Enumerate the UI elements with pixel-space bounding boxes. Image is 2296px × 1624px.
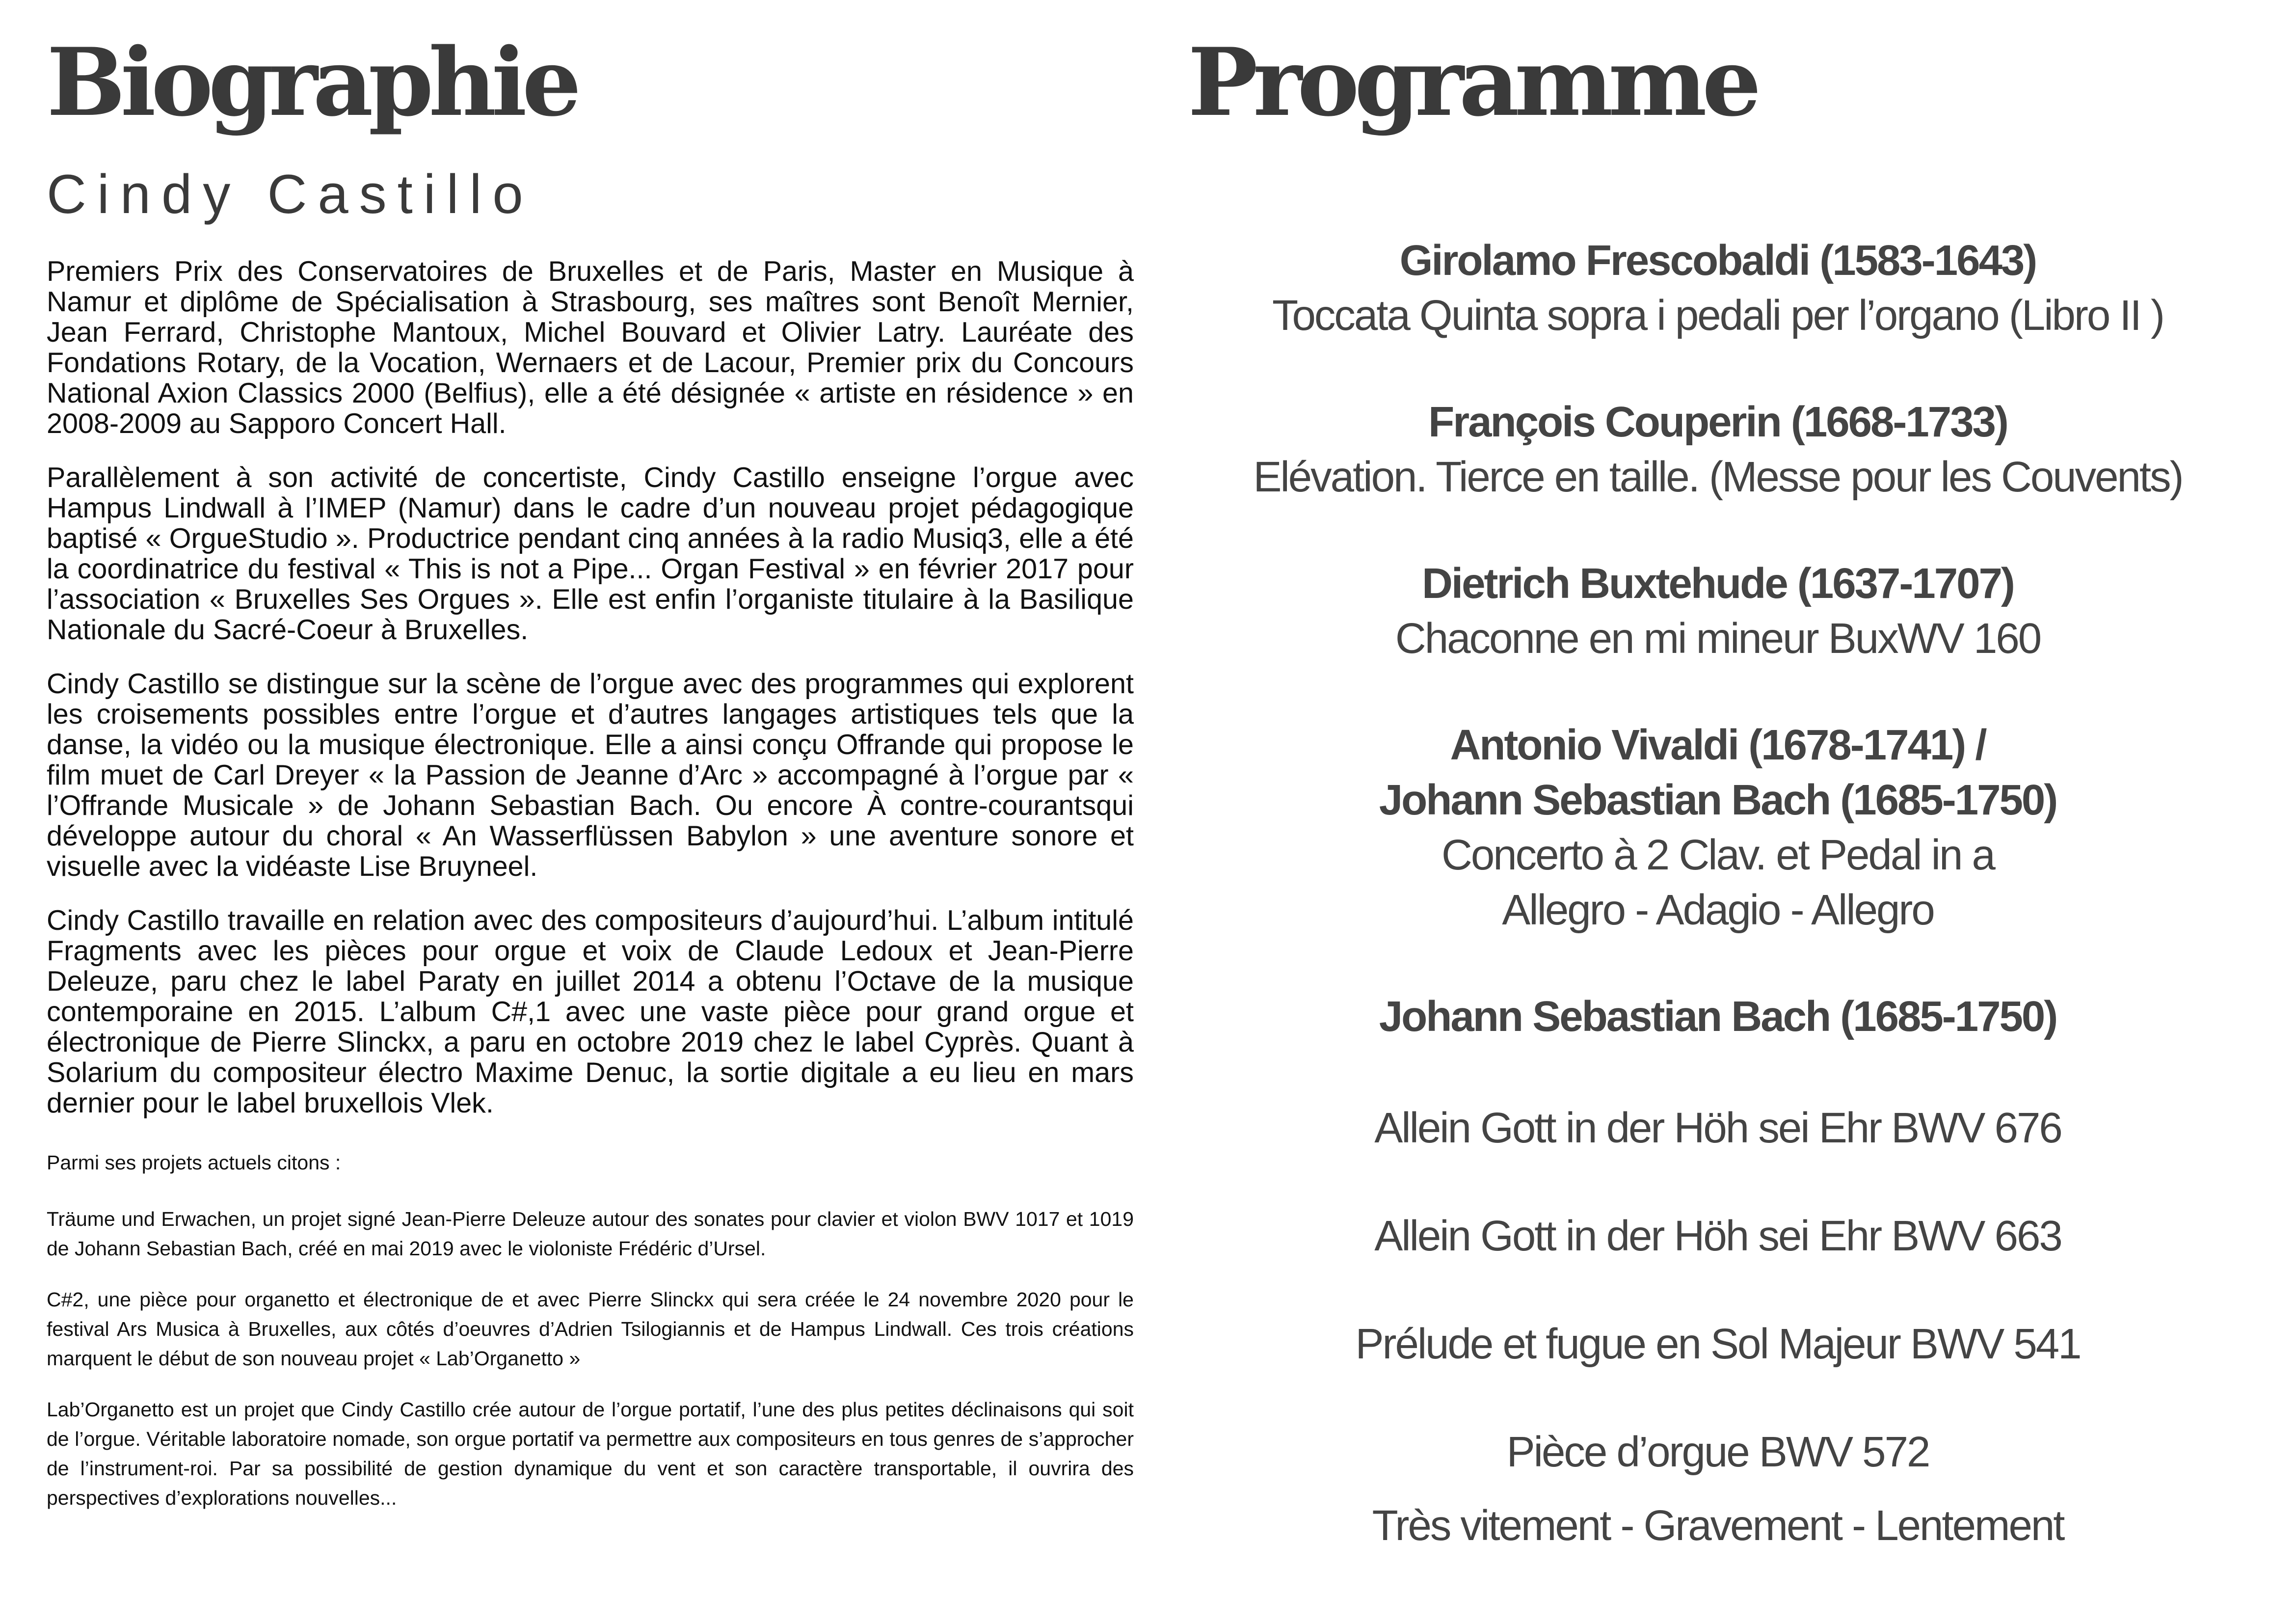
biographie-column [47,29,1134,1534]
work-movements: Très vitement - Gravement - Lentement [1372,1502,2064,1549]
programme-column [1188,29,2248,1553]
programme-list [1188,233,2248,1553]
bio-paragraph: Cindy Castillo travaille en relation avec des compositeurs d’aujourd’hui. L’album intitulé Fragments avec les pièces pour orgue et voix de Claude Ledoux et Jean-Pierre Deleuze, paru chez le label Paraty en juillet 2014 a obtenu l’Octave de la musique contemporaine en 2015. L’album C#,1 avec une vaste pièce pour grand orgue et électronique de Pierre Slinckx, a paru en octobre 2019 chez le label Cyprès. Quant à Solarium du compositeur électro Maxime Denuc, la sortie digitale a eu lieu en mars dernier pour le label bruxellois Vlek. [47,905,1134,1119]
bio-paragraph: Parallèlement à son activité de concertiste, Cindy Castillo enseigne l’orgue avec Hampus Lindwall à l’IMEP (Namur) dans le cadre d’un nouveau projet pédagogique baptisé « OrgueStudio ». Productrice pendant cinq années à la radio Musiq3, elle a été la coordinatrice du festival « This is not a Pipe... Organ Festival » en février 2017 pour l’association « Bruxelles Ses Orgues ». Elle est enfin l’organiste titulaire à la Basilique Nationale du Sacré-Coeur à Bruxelles. [47,462,1134,646]
biographie-title: Biographie [47,27,577,137]
project-paragraph: Träume und Erwachen, un projet signé Jean-Pierre Deleuze autour des sonates pour clavier et violon BWV 1017 et 1019 de Johann Sebastian Bach, créé en mai 2019 avec le violoniste Frédéric d’Ursel. [47,1208,1134,1260]
composer-name: Dietrich Buxtehude (1637-1707) [1422,560,2014,607]
projects-intro: Parmi ses projets actuels citons : [47,1151,341,1174]
programme-item [1188,233,2248,343]
composer-name: François Couperin (1668-1733) [1428,398,2007,446]
bio-paragraph: Premiers Prix des Conservatoires de Bruxelles et de Paris, Master en Musique à Namur et diplôme de Spécialisation à Strasbourg, ses maîtres sont Benoît Mernier, Jean Ferrard, Christophe Mantoux, Michel Bouvard et Olivier Latry. Lauréate des Fondations Rotary, de la Vocation, Wernaers et de Lacour, Premier prix du Concours National Axion Classics 2000 (Belfius), elle a été désignée « artiste en résidence » en 2008-2009 au Sapporo Concert Hall. [47,256,1134,439]
work-title: Allein Gott in der Höh sei Ehr BWV 663 [1374,1212,2061,1260]
artist-name: Cindy Castillo [47,163,534,225]
work-title: Toccata Quinta sopra i pedali per l’organo (Libro II ) [1272,292,2163,339]
composer-name: Johann Sebastian Bach (1685-1750) [1379,776,2057,824]
bio-paragraph: Cindy Castillo se distingue sur la scène de l’orgue avec des programmes qui explorent les croisements possibles entre l’orgue et d’autres langages artistiques tels que la danse, la vidéo ou la musique électronique. Elle a ainsi conçu Offrande qui propose le film muet de Carl Dreyer « la Passion de Jeanne d’Arc » accompagné à l’orgue par « l’Offrande Musicale » de Johann Sebastian Bach. Ou encore À contre-courantsqui développe autour du choral « An Wasserflüssen Babylon » une aventure sonore et visuelle avec la vidéaste Lise Bruyneel. [47,668,1134,882]
programme-item [1188,395,2248,505]
work-title: Elévation. Tierce en taille. (Messe pour les Couvents) [1253,453,2183,501]
work-title: Allein Gott in der Höh sei Ehr BWV 676 [1374,1104,2061,1152]
work-title: Chaconne en mi mineur BuxWV 160 [1395,615,2041,662]
work-title: Concerto à 2 Clav. et Pedal in a [1442,831,1994,879]
programme-item [1188,989,2248,1044]
programme-title: Programme [1188,27,1757,137]
programme-item [1188,718,2248,938]
composer-name: Johann Sebastian Bach (1685-1750) [1379,993,2057,1040]
biography-text [47,256,1134,1513]
project-paragraph: Lab’Organetto est un projet que Cindy Castillo crée autour de l’orgue portatif, l’une des plus petites déclinaisons qui soit de l’orgue. Véritable laboratoire nomade, son orgue portatif va permettre aux compositeurs en tous genres de s’approcher de l’instrument-roi. Par sa possibilité de gestion dynamique du vent et son caractère transportable, il ouvrira des perspectives d’explorations nouvelles... [47,1398,1134,1509]
composer-name: Antonio Vivaldi (1678-1741) / [1450,721,1986,769]
work-title: Prélude et fugue en Sol Majeur BWV 541 [1355,1320,2081,1368]
programme-item [1188,556,2248,666]
work-movements: Allegro - Adagio - Allegro [1502,886,1934,934]
composer-name: Girolamo Frescobaldi (1583-1643) [1399,237,2036,284]
work-title: Pièce d’orgue BWV 572 [1506,1428,1929,1476]
project-paragraph: C#2, une pièce pour organetto et électronique de et avec Pierre Slinckx qui sera créée le 24 novembre 2020 pour le festival Ars Musica à Bruxelles, aux côtés d’oeuvres d’Adrien Tsilogiannis et de Hampus Lindwall. Ces trois créations marquent le début de son nouveau projet « Lab’Organetto » [47,1288,1134,1370]
